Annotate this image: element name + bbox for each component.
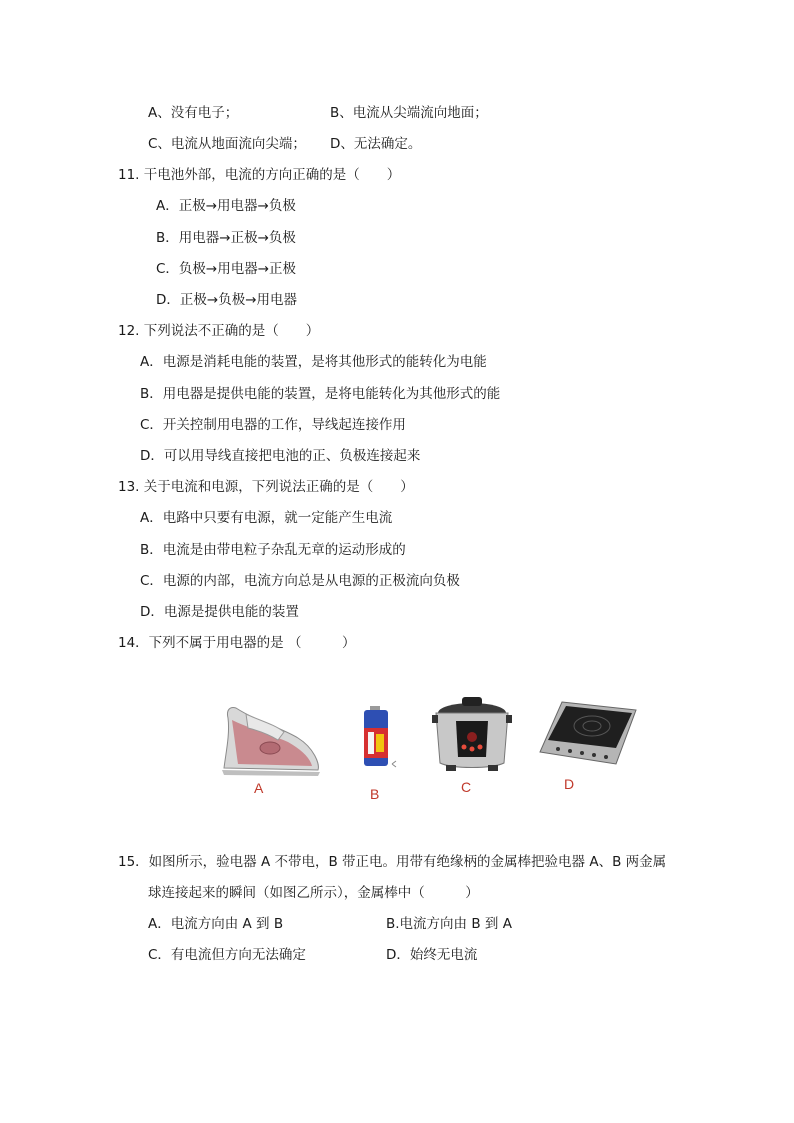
q13-option-c: C．电源的内部，电流方向总是从电源的正极流向负极 <box>140 573 460 589</box>
q13-stem: 13. 关于电流和电源，下列说法正确的是（ ） <box>118 479 414 495</box>
q11-option-c: C．负极→用电器→正极 <box>156 261 297 277</box>
q15-stem-line2: 球连接起来的瞬间（如图乙所示），金属棒中（ ） <box>148 885 479 901</box>
q13-option-d: D．电源是提供电能的装置 <box>140 604 299 620</box>
q10-option-d: D、无法确定。 <box>330 136 422 152</box>
q11-stem: 11. 干电池外部，电流的方向正确的是（ ） <box>118 167 401 183</box>
q12-option-a: A．电源是消耗电能的装置，是将其他形式的能转化为电能 <box>140 354 487 370</box>
q13-option-b: B．电流是由带电粒子杂乱无章的运动形成的 <box>140 542 406 558</box>
q10-option-b: B、电流从尖端流向地面； <box>330 105 488 121</box>
caption-d: D <box>564 776 575 792</box>
q11-option-d: D．正极→负极→用电器 <box>156 292 298 308</box>
rice-cooker-image <box>432 697 516 773</box>
caption-c: C <box>461 779 472 795</box>
q15-option-a: A．电流方向由 A 到 B <box>148 916 284 932</box>
induction-cooker-image <box>538 700 638 770</box>
q11-option-a: A．正极→用电器→负极 <box>156 198 296 214</box>
q15-option-b: B.电流方向由 B 到 A <box>386 916 512 932</box>
q15-stem-line1: 15．如图所示，验电器 A 不带电，B 带正电。用带有绝缘柄的金属棒把验电器 A、B 两金属 <box>118 854 667 870</box>
caption-a: A <box>254 780 264 796</box>
q12-stem: 12. 下列说法不正确的是（ ） <box>118 323 320 339</box>
q10-option-c: C、电流从地面流向尖端； <box>148 136 306 152</box>
q15-option-d: D．始终无电流 <box>386 947 478 963</box>
iron-image <box>218 698 326 778</box>
q13-option-a: A．电路中只要有电源，就一定能产生电流 <box>140 510 393 526</box>
q15-option-c: C．有电流但方向无法确定 <box>148 947 306 963</box>
battery-image <box>362 706 398 768</box>
q10-option-a: A、没有电子； <box>148 105 239 121</box>
q14-stem: 14．下列不属于用电器的是 （ ） <box>118 635 356 651</box>
caption-b: B <box>370 786 380 802</box>
q11-option-b: B．用电器→正极→负极 <box>156 230 296 246</box>
q12-option-d: D．可以用导线直接把电池的正、负极连接起来 <box>140 448 421 464</box>
q12-option-b: B．用电器是提供电能的装置，是将电能转化为其他形式的能 <box>140 386 501 402</box>
q12-option-c: C．开关控制用电器的工作，导线起连接作用 <box>140 417 406 433</box>
